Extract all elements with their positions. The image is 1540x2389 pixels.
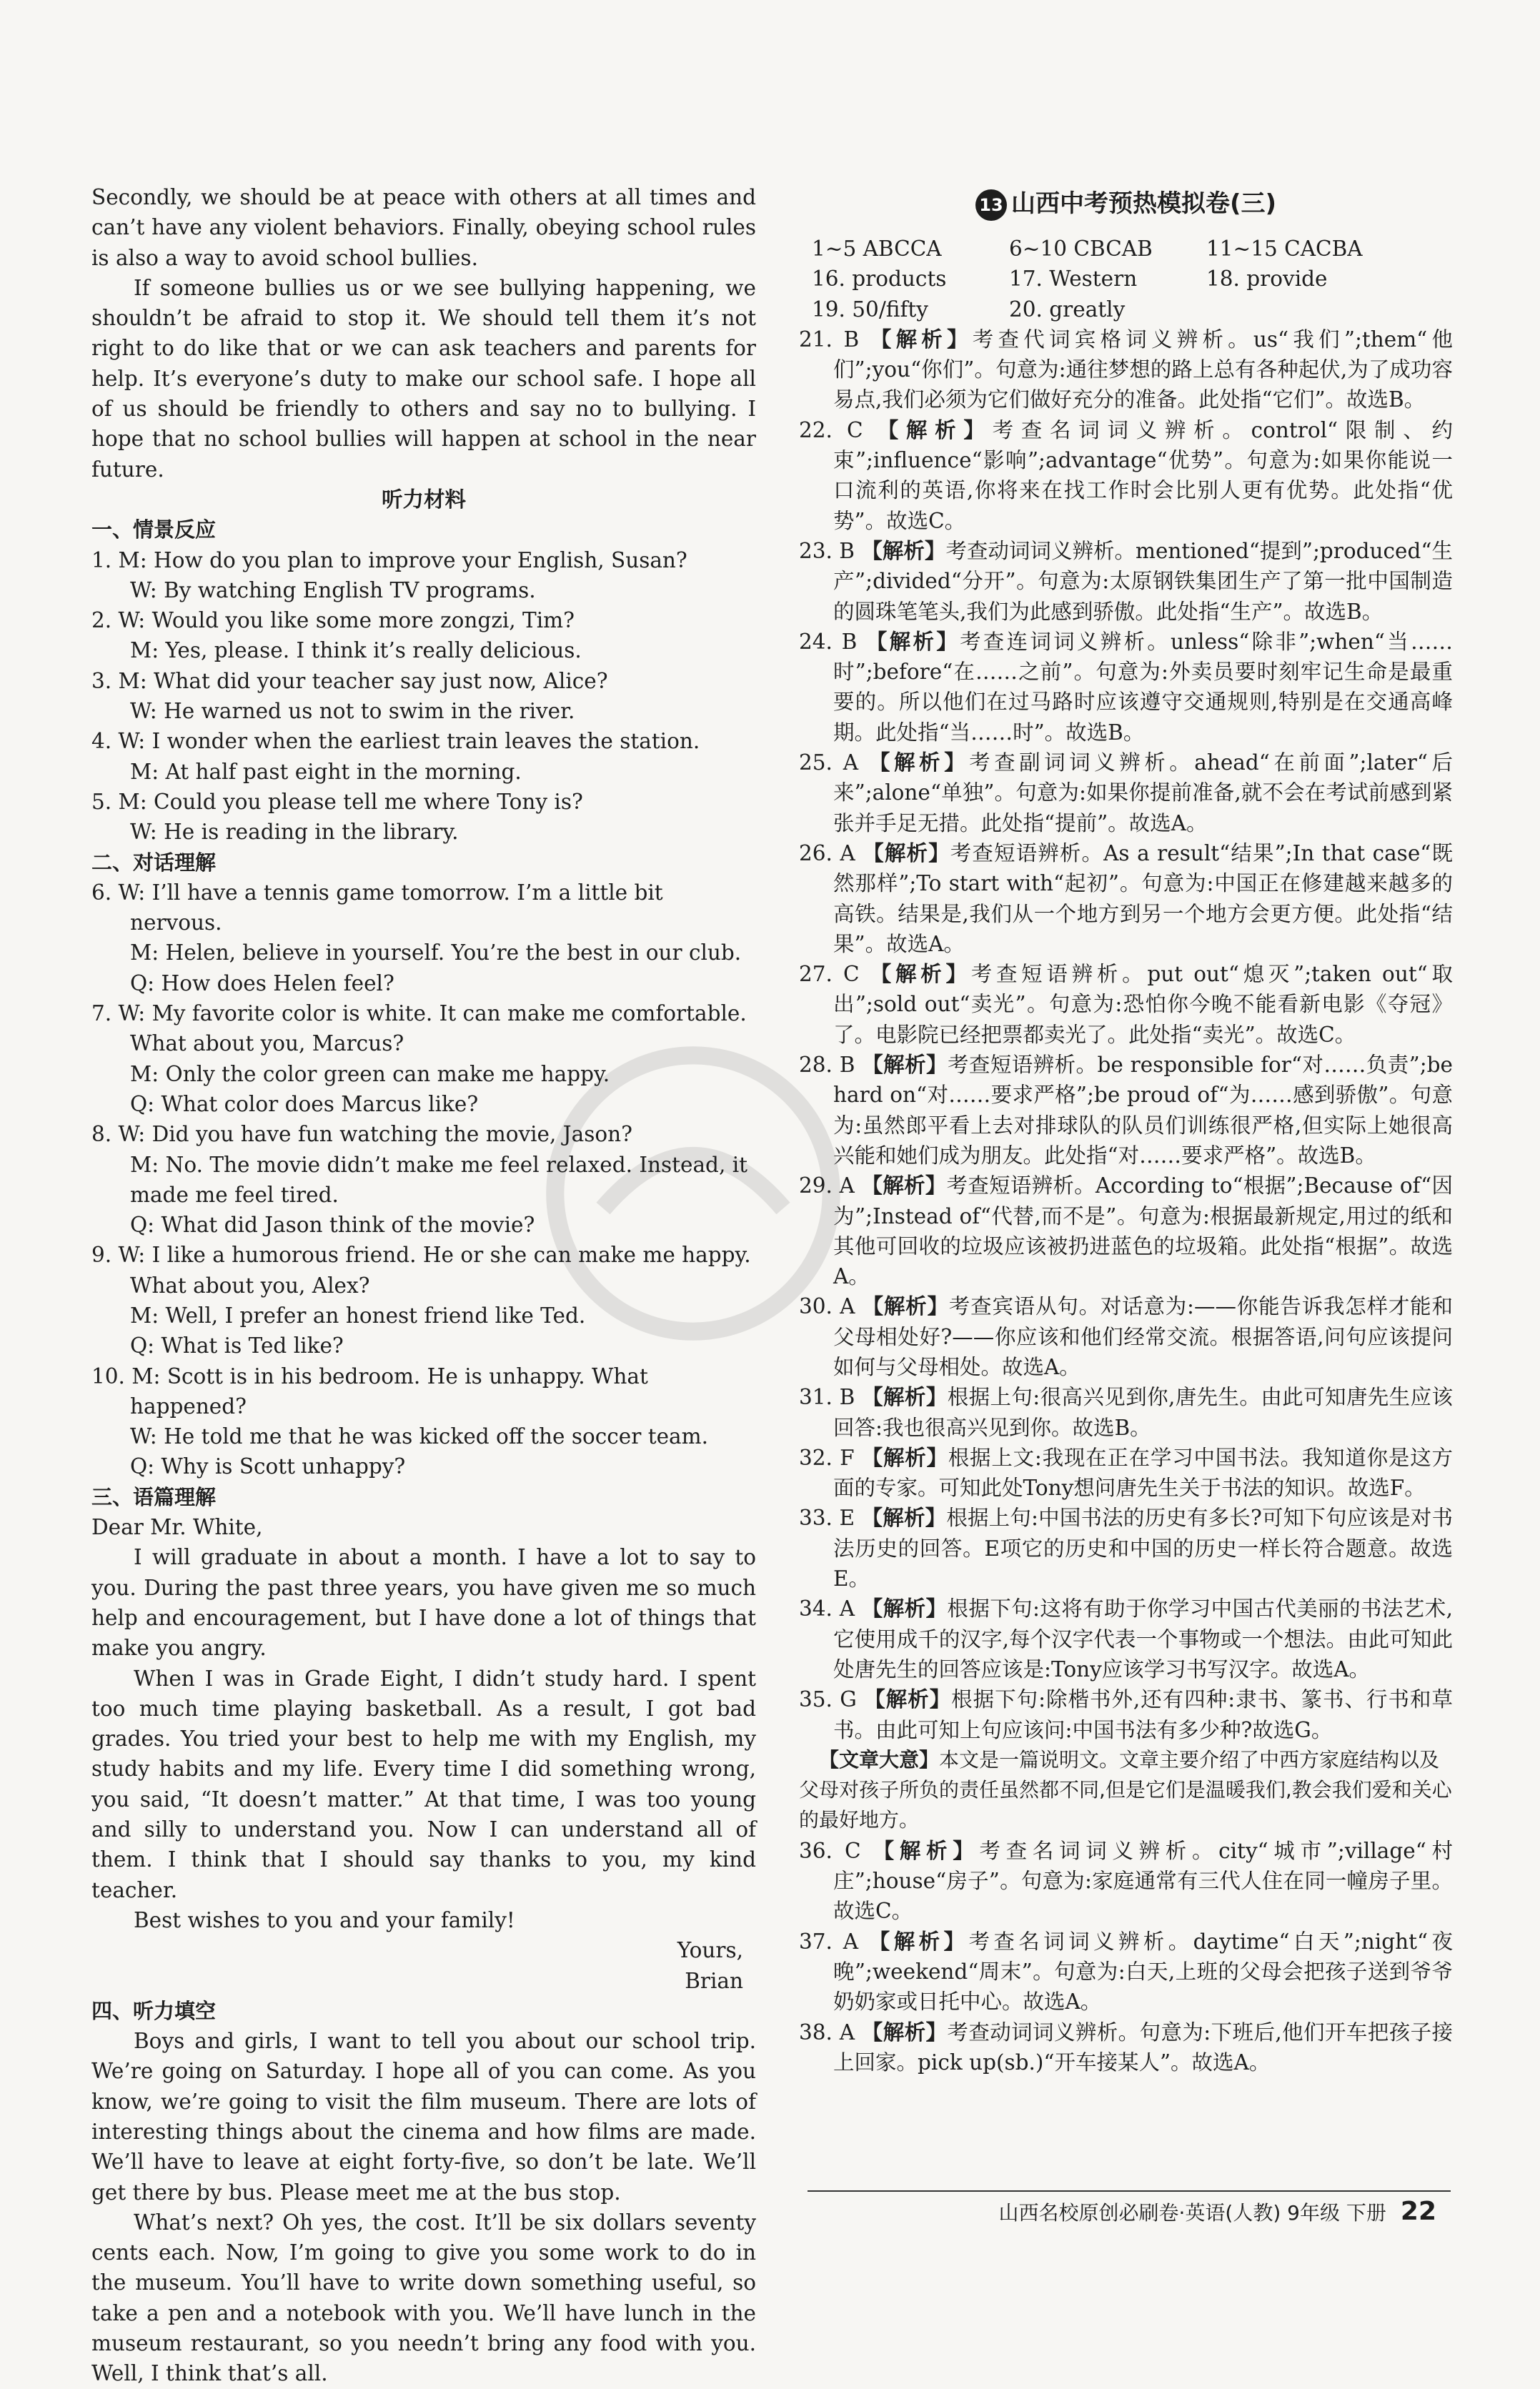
answer-explanation: [799, 1594, 1453, 1684]
analysis-tag: 【解析】: [864, 1687, 952, 1712]
section-3-heading: 三、语篇理解: [91, 1484, 217, 1509]
answer-explanation: [799, 324, 1453, 415]
analysis-tag: 【解析】: [861, 1506, 947, 1531]
analysis-tag: 【解析】: [865, 629, 960, 654]
answer-key-cell: 19. 50/fifty: [812, 297, 928, 322]
answer-number: 35. G: [799, 1687, 865, 1712]
analysis-tag: 【解析】: [863, 840, 950, 865]
dialogue-line: 2. W: Would you like some more zongzi, Tim?: [91, 608, 575, 633]
letter-paragraph: When I was in Grade Eight, I didn’t study hard. I spent too much time playing basketball. As a result, I got bad grades. You tried your best to help me with my English, my study habits and my life. Every time I did something wrong, you said, “It doesn’t matter.” At that time, I was too young and silly to understand you. Now I can understand all of them. I think that I should say thanks to you, my kind teacher.: [91, 1666, 756, 1902]
letter-paragraph: I will graduate in about a month. I have a lot to say to you. During the past three years, you have given me so much help and encouragement, but I have done a lot of things that make you angry.: [91, 1545, 756, 1661]
answer-key-cell: 1~5 ABCCA: [812, 237, 942, 261]
answer-key-row: [799, 294, 1453, 324]
dialogue-line: Q: Why is Scott unhappy?: [130, 1454, 406, 1479]
answer-number: 32. F: [799, 1445, 862, 1470]
left-column: [91, 182, 756, 2389]
analysis-text: 考查宾语从句。对话意为:——你能告诉我怎样才能和父母相处好?——你应该和他们经常交流。根据答语,问句应该提问如何与父母相处。故选A。: [833, 1294, 1453, 1379]
answer-explanation: [799, 1836, 1453, 1927]
analysis-text: 考查短语辨析。be responsible for“对……负责”;be hard on“对……要求严格”;be proud of“为……感到骄傲”。句意为:虽然郎平看上去对排球队的队员们训练很严格,但实际上她很高兴能和她们成为朋友。此处指“对……要求严格”。故选B。: [833, 1053, 1453, 1168]
analysis-text: 考查连词词义辨析。unless“除非”;when“当……时”;before“在……之前”。句意为:外卖员要时刻牢记生命是最重要的。所以他们在过马路时应该遵守交通规则,特别是在交通高峰期。此处指“当……时”。故选B。: [833, 629, 1453, 745]
answer-explanation: [799, 1382, 1453, 1443]
dialogue-line: W: By watching English TV programs.: [130, 577, 536, 602]
letter-greeting: Dear Mr. White,: [91, 1515, 263, 1540]
letter-signature: Brian: [685, 1968, 743, 1993]
answer-number: 24. B: [799, 629, 866, 654]
analysis-text: 根据上句:中国书法的历史有多长?可知下句应该是对书法历史的回答。E项它的历史和中国的历史一样长符合题意。故选E。: [833, 1506, 1453, 1591]
analysis-tag: 【解析】: [862, 1385, 948, 1410]
book-title: 山西名校原创必刷卷·英语(人教) 9年级 下册: [998, 2201, 1386, 2225]
right-column: [799, 182, 1453, 2077]
answer-explanation: [799, 627, 1453, 748]
dialogue-line: Q: How does Helen feel?: [130, 970, 394, 995]
dialogue-line: M: Well, I prefer an honest friend like Ted.: [130, 1303, 586, 1328]
letter-closing: Yours,: [677, 1938, 743, 1963]
analysis-text: 考查名词词义辨析。daytime“白天”;night“夜晚”;weekend“周末”。句意为:白天,上班的父母会把孩子送到爷爷奶奶家或日托中心。故选A。: [833, 1929, 1453, 2015]
answer-explanation: [799, 536, 1453, 627]
passage-paragraph: Boys and girls, I want to tell you about our school trip. We’re going on Saturday. I hope all of you can come. As you know, we’re going to visit the film museum. There are lots of interesting things about the cinema and how films are made. We’ll have to leave at eight forty-five, so don’t be late. We’ll get there by bus. Please meet me at the bus stop.: [91, 2029, 756, 2205]
analysis-text: 根据上句:很高兴见到你,唐先生。由此可知唐先生应该回答:我也很高兴见到你。故选B。: [833, 1385, 1453, 1440]
dialogue-line: W: He told me that he was kicked off the soccer team.: [130, 1424, 708, 1449]
analysis-text: 考查短语辨析。As a result“结果”;In that case“既然那样”;To start with“起初”。句意为:中国正在修建越来越多的高铁。结果是,我们从一个地方到另一个地方会更方便。此处指“结果”。故选A。: [833, 840, 1453, 956]
passage-paragraph: What’s next? Oh yes, the cost. It’ll be six dollars seventy cents each. Now, I’m going to give you some work to do in the museum. You’ll have to write down something useful, so take a pen and a notebook with you. We’ll have lunch in the museum restaurant, so you needn’t bring any food with you. Well, I think that’s all.: [91, 2210, 756, 2386]
analysis-text: 考查代词宾格词义辨析。us“我们”;them“他们”;you“你们”。句意为:通往梦想的路上总有各种起伏,为了成功容易点,我们必须为它们做好充分的准备。此处指“它们”。故选B。: [833, 327, 1453, 412]
letter-paragraph: Best wishes to you and your family!: [134, 1907, 515, 1932]
section-1-heading: 一、情景反应: [91, 517, 217, 542]
analysis-tag: 【解析】: [862, 1053, 948, 1078]
dialogue-line: 10. M: Scott is in his bedroom. He is unhappy. What happened?: [91, 1364, 648, 1419]
dialogue-line: Q: What did Jason think of the movie?: [130, 1213, 535, 1238]
answer-number: 37. A: [799, 1929, 869, 1954]
title-number-badge: 13: [975, 189, 1007, 221]
answer-number: 27. C: [799, 962, 870, 987]
answer-number: 30. A: [799, 1294, 863, 1319]
section-1-dialogues: [91, 545, 756, 848]
intro-paragraph-2: If someone bullies us or we see bullying happening, we shouldn’t be afraid to stop it. We should tell them it’s not right to do like that or we can ask teachers and parents for help. It’s everyone’s duty to make our school safe. I hope all of us should be friendly to others and say no to bullying. I hope that no school bullies will happen at school in the near future.: [91, 275, 756, 482]
analysis-tag: 【解析】: [868, 1929, 969, 1954]
dialogue-line: W: He warned us not to swim in the river.: [130, 699, 575, 724]
answer-number: 26. A: [799, 840, 863, 865]
dialogue-line: Q: What color does Marcus like?: [130, 1091, 479, 1116]
intro-paragraph-1: Secondly, we should be at peace with others at all times and can’t have any violent behaviors. Finally, obeying school rules is also a way to avoid school bullies.: [91, 185, 756, 270]
answer-explanation: [799, 748, 1453, 838]
answer-key-cell: 11~15 CACBA: [1206, 237, 1363, 261]
section-2-heading: 二、对话理解: [91, 850, 217, 875]
dialogue-line: M: At half past eight in the morning.: [130, 759, 522, 784]
analysis-tag: 【解析】: [862, 1294, 949, 1319]
main-idea: [799, 1745, 1453, 1836]
dialogue-line: 9. W: I like a humorous friend. He or she can make me happy. What about you, Alex?: [91, 1243, 751, 1298]
analysis-tag: 【解析】: [870, 962, 971, 987]
answer-number: 34. A: [799, 1596, 862, 1621]
dialogue-line: 6. W: I’ll have a tennis game tomorrow. I’m a little bit nervous.: [91, 880, 663, 935]
page-number: 22: [1400, 2197, 1436, 2226]
section-2-dialogues: [91, 878, 756, 1482]
dialogue-line: 7. W: My favorite color is white. It can make me comfortable. What about you, Marcus?: [91, 1001, 747, 1056]
dialogue-line: M: No. The movie didn’t make me feel relaxed. Instead, it made me feel tired.: [130, 1152, 747, 1207]
analysis-text: 根据下句:这将有助于你学习中国古代美丽的书法艺术,它使用成千的汉字,每个汉字代表一个事物或一个想法。由此可知此处唐先生的回答应该是:Tony应该学习书写汉字。故选A。: [833, 1596, 1453, 1682]
dialogue-line: M: Only the color green can make me happy.: [130, 1061, 610, 1086]
analysis-tag: 【解析】: [861, 1445, 948, 1470]
dialogue-line: 8. W: Did you have fun watching the movie, Jason?: [91, 1122, 632, 1147]
answer-explanation: [799, 1050, 1453, 1171]
analysis-text: 考查短语辨析。According to“根据”;Because of“因为”;Instead of“代替,而不是”。句意为:根据最新规定,用过的纸和其他可回收的垃圾应该被扔进蓝色的垃圾箱。此处指“根据”。故选A。: [833, 1173, 1453, 1289]
analysis-text: 考查短语辨析。put out“熄灭”;taken out“取出”;sold out“卖光”。句意为:恐怕你今晚不能看新电影《夺冠》了。电影院已经把票都卖光了。此处指“卖光”。故选C。: [833, 962, 1453, 1047]
answer-key-cell: [1193, 294, 1391, 324]
answer-number: 23. B: [799, 538, 862, 563]
answer-explanations-continued: [799, 1836, 1453, 2077]
page-footer: [808, 2190, 1451, 2226]
answer-key-cell: 18. provide: [1206, 267, 1328, 292]
answer-explanation: [799, 1171, 1453, 1291]
analysis-tag: 【解析】: [873, 1838, 980, 1863]
answer-explanation: [799, 959, 1453, 1050]
answer-key-cell: 6~10 CBCAB: [1009, 237, 1153, 261]
answer-explanation: [799, 1443, 1453, 1504]
answer-explanations: [799, 324, 1453, 1745]
analysis-tag: 【解析】: [877, 417, 993, 442]
section-4-heading: 四、听力填空: [91, 1998, 217, 2023]
answer-number: 22. C: [799, 417, 878, 442]
analysis-tag: 【解析】: [861, 538, 946, 563]
analysis-tag: 【解析】: [870, 327, 973, 352]
answer-key-cell: 20. greatly: [1009, 297, 1126, 322]
analysis-text: 考查名词词义辨析。city“城市”;village“村庄”;house“房子”。句意为:家庭通常有三代人住在同一幢房子里。故选C。: [833, 1838, 1453, 1924]
answer-number: 36. C: [799, 1838, 873, 1863]
analysis-text: 考查名词词义辨析。control“限制、约束”;influence“影响”;advantage“优势”。句意为:如果你能说一口流利的英语,你将来在找工作时会比别人更有优势。此处指“优势”。故选C。: [833, 417, 1453, 533]
main-idea-text: 本文是一篇说明文。文章主要介绍了中西方家庭结构以及父母对孩子所负的责任虽然都不同,但是它们是温暖我们,教会我们爱和关心的最好地方。: [799, 1747, 1452, 1832]
answer-key-cell: 17. Western: [1009, 267, 1138, 292]
answer-key-cell: 16. products: [812, 267, 947, 292]
dialogue-line: W: He is reading in the library.: [130, 820, 459, 845]
answer-explanation: [799, 415, 1453, 536]
answer-explanation: [799, 1291, 1453, 1382]
analysis-text: 根据下句:除楷书外,还有四种:隶书、篆书、行书和草书。由此可知上句应该问:中国书法有多少种?故选G。: [833, 1687, 1453, 1742]
analysis-text: 考查动词词义辨析。mentioned“提到”;produced“生产”;divided“分开”。句意为:太原钢铁集团生产了第一批中国制造的圆珠笔笔头,我们为此感到骄傲。此处指“生产”。故选B。: [833, 538, 1453, 624]
answer-number: 29. A: [799, 1173, 862, 1198]
analysis-tag: 【解析】: [869, 750, 970, 775]
answer-number: 28. B: [799, 1053, 863, 1078]
dialogue-line: 3. M: What did your teacher say just now, Alice?: [91, 668, 608, 693]
dialogue-line: M: Helen, believe in yourself. You’re the best in our club.: [130, 940, 742, 965]
answer-number: 21. B: [799, 327, 870, 352]
answer-explanation: [799, 1503, 1453, 1594]
dialogue-line: M: Yes, please. I think it’s really delicious.: [130, 638, 582, 663]
paper-title: [799, 182, 1453, 225]
answer-explanation: [799, 1684, 1453, 1745]
listening-title: 听力材料: [381, 486, 466, 512]
main-idea-tag: 【文章大意】: [819, 1747, 940, 1772]
dialogue-line: Q: What is Ted like?: [130, 1333, 344, 1359]
dialogue-line: 1. M: How do you plan to improve your English, Susan?: [91, 547, 687, 572]
answer-number: 38. A: [799, 2020, 862, 2045]
answer-number: 31. B: [799, 1385, 863, 1410]
answer-explanation: [799, 838, 1453, 959]
answer-number: 33. E: [799, 1506, 862, 1531]
analysis-text: 根据上文:我现在正在学习中国书法。我知道你是这方面的专家。可知此处Tony想问唐先生关于书法的知识。故选F。: [833, 1445, 1453, 1501]
analysis-text: 考查副词词义辨析。ahead“在前面”;later“后来”;alone“单独”。句意为:如果你提前准备,就不会在考试前感到紧张并手足无措。此处指“提前”。故选A。: [833, 750, 1453, 835]
answer-explanation: [799, 1927, 1453, 2017]
paper-title-text: 山西中考预热模拟卷(三): [1010, 189, 1277, 218]
answer-key-row: [799, 234, 1453, 264]
dialogue-line: 4. W: I wonder when the earliest train leaves the station.: [91, 729, 700, 754]
answer-key-row: [799, 264, 1453, 294]
answer-number: 25. A: [799, 750, 870, 775]
answer-key-grid: [799, 234, 1453, 324]
analysis-tag: 【解析】: [861, 2020, 948, 2045]
analysis-tag: 【解析】: [861, 1173, 947, 1198]
analysis-text: 考查动词词义辨析。句意为:下班后,他们开车把孩子接上回家。pick up(sb.)“开车接某人”。故选A。: [833, 2020, 1453, 2075]
dialogue-line: 5. M: Could you please tell me where Tony is?: [91, 789, 583, 814]
answer-explanation: [799, 2017, 1453, 2078]
analysis-tag: 【解析】: [861, 1596, 948, 1621]
